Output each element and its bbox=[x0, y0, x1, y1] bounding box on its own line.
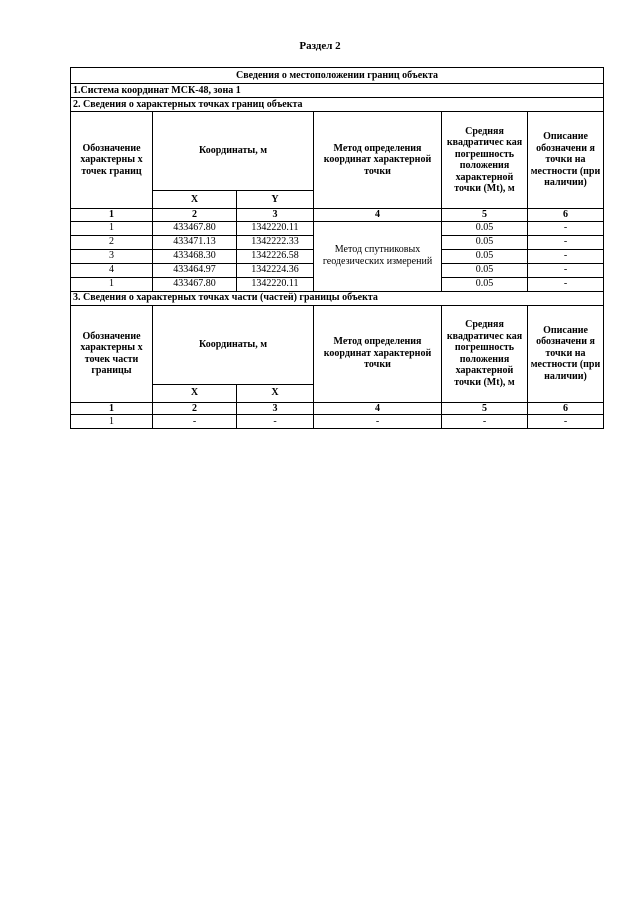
part2-title: 2. Сведения о характерных точках границ объекта bbox=[71, 98, 604, 112]
description-value: - bbox=[528, 263, 604, 277]
description-value: - bbox=[528, 277, 604, 291]
header-y: Y bbox=[237, 191, 314, 209]
col-number: 1 bbox=[71, 209, 153, 222]
coord-x: 433467.80 bbox=[153, 221, 237, 235]
col-number: 3 bbox=[237, 209, 314, 222]
error-value: 0.05 bbox=[442, 221, 528, 235]
method-value: - bbox=[314, 415, 442, 429]
coord-y: 1342224.36 bbox=[237, 263, 314, 277]
main-title: Сведения о местоположении границ объекта bbox=[71, 68, 604, 84]
main-title-row bbox=[71, 68, 604, 84]
error-value: 0.05 bbox=[442, 249, 528, 263]
point-id: 1 bbox=[71, 415, 153, 429]
col-number: 2 bbox=[153, 402, 237, 415]
coord-y: 1342222.33 bbox=[237, 235, 314, 249]
table-row bbox=[71, 415, 604, 429]
col-number: 4 bbox=[314, 402, 442, 415]
col-number: 2 bbox=[153, 209, 237, 222]
col-number: 4 bbox=[314, 209, 442, 222]
section-title: Раздел 2 bbox=[299, 40, 341, 52]
header-designation: Обозначение характерны х точек границ bbox=[71, 112, 153, 209]
error-value: 0.05 bbox=[442, 277, 528, 291]
header-designation: Обозначение характерны х точек части границы bbox=[71, 305, 153, 402]
col-number: 3 bbox=[237, 402, 314, 415]
header-error: Средняя квадратичес кая погрешность положения характерной точки (Mt), м bbox=[442, 112, 528, 209]
part2-colnum-row bbox=[71, 209, 604, 222]
part3-title-row bbox=[71, 291, 604, 305]
header-error: Средняя квадратичес кая погрешность положения характерной точки (Mt), м bbox=[442, 305, 528, 402]
part3-colnum-row bbox=[71, 402, 604, 415]
col-number: 5 bbox=[442, 402, 528, 415]
part3-header-row bbox=[71, 305, 604, 384]
header-x: X bbox=[153, 191, 237, 209]
header-x: X bbox=[153, 384, 237, 402]
coord-y: 1342220.11 bbox=[237, 221, 314, 235]
coord-y: 1342226.58 bbox=[237, 249, 314, 263]
description-value: - bbox=[528, 221, 604, 235]
col-number: 1 bbox=[71, 402, 153, 415]
coord-system-row bbox=[71, 84, 604, 98]
header-coordinates: Координаты, м bbox=[153, 305, 314, 384]
boundary-table bbox=[70, 67, 604, 429]
error-value: - bbox=[442, 415, 528, 429]
header-method: Метод определения координат характерной точки bbox=[314, 112, 442, 209]
coord-y: - bbox=[237, 415, 314, 429]
header-method: Метод определения координат характерной точки bbox=[314, 305, 442, 402]
part2-title-row bbox=[71, 98, 604, 112]
coord-y: 1342220.11 bbox=[237, 277, 314, 291]
method-cell: Метод спутниковых геодезических измерений bbox=[314, 221, 442, 291]
error-value: 0.05 bbox=[442, 263, 528, 277]
table-row bbox=[71, 221, 604, 235]
point-id: 2 bbox=[71, 235, 153, 249]
part2-header-row bbox=[71, 112, 604, 191]
point-id: 3 bbox=[71, 249, 153, 263]
header-description: Описание обозначени я точки на местности (при наличии) bbox=[528, 305, 604, 402]
description-value: - bbox=[528, 249, 604, 263]
col-number: 6 bbox=[528, 209, 604, 222]
coord-x: 433467.80 bbox=[153, 277, 237, 291]
col-number: 5 bbox=[442, 209, 528, 222]
coord-x: 433471.13 bbox=[153, 235, 237, 249]
coord-x: 433468.30 bbox=[153, 249, 237, 263]
description-value: - bbox=[528, 235, 604, 249]
description-value: - bbox=[528, 415, 604, 429]
coord-x: - bbox=[153, 415, 237, 429]
point-id: 4 bbox=[71, 263, 153, 277]
col-number: 6 bbox=[528, 402, 604, 415]
part3-title: 3. Сведения о характерных точках части (частей) границы объекта bbox=[71, 291, 604, 305]
header-y: X bbox=[237, 384, 314, 402]
point-id: 1 bbox=[71, 277, 153, 291]
header-description: Описание обозначени я точки на местности (при наличии) bbox=[528, 112, 604, 209]
error-value: 0.05 bbox=[442, 235, 528, 249]
coord-x: 433464.97 bbox=[153, 263, 237, 277]
coord-system: 1.Система координат МСК-48, зона 1 bbox=[71, 84, 604, 98]
header-coordinates: Координаты, м bbox=[153, 112, 314, 191]
point-id: 1 bbox=[71, 221, 153, 235]
